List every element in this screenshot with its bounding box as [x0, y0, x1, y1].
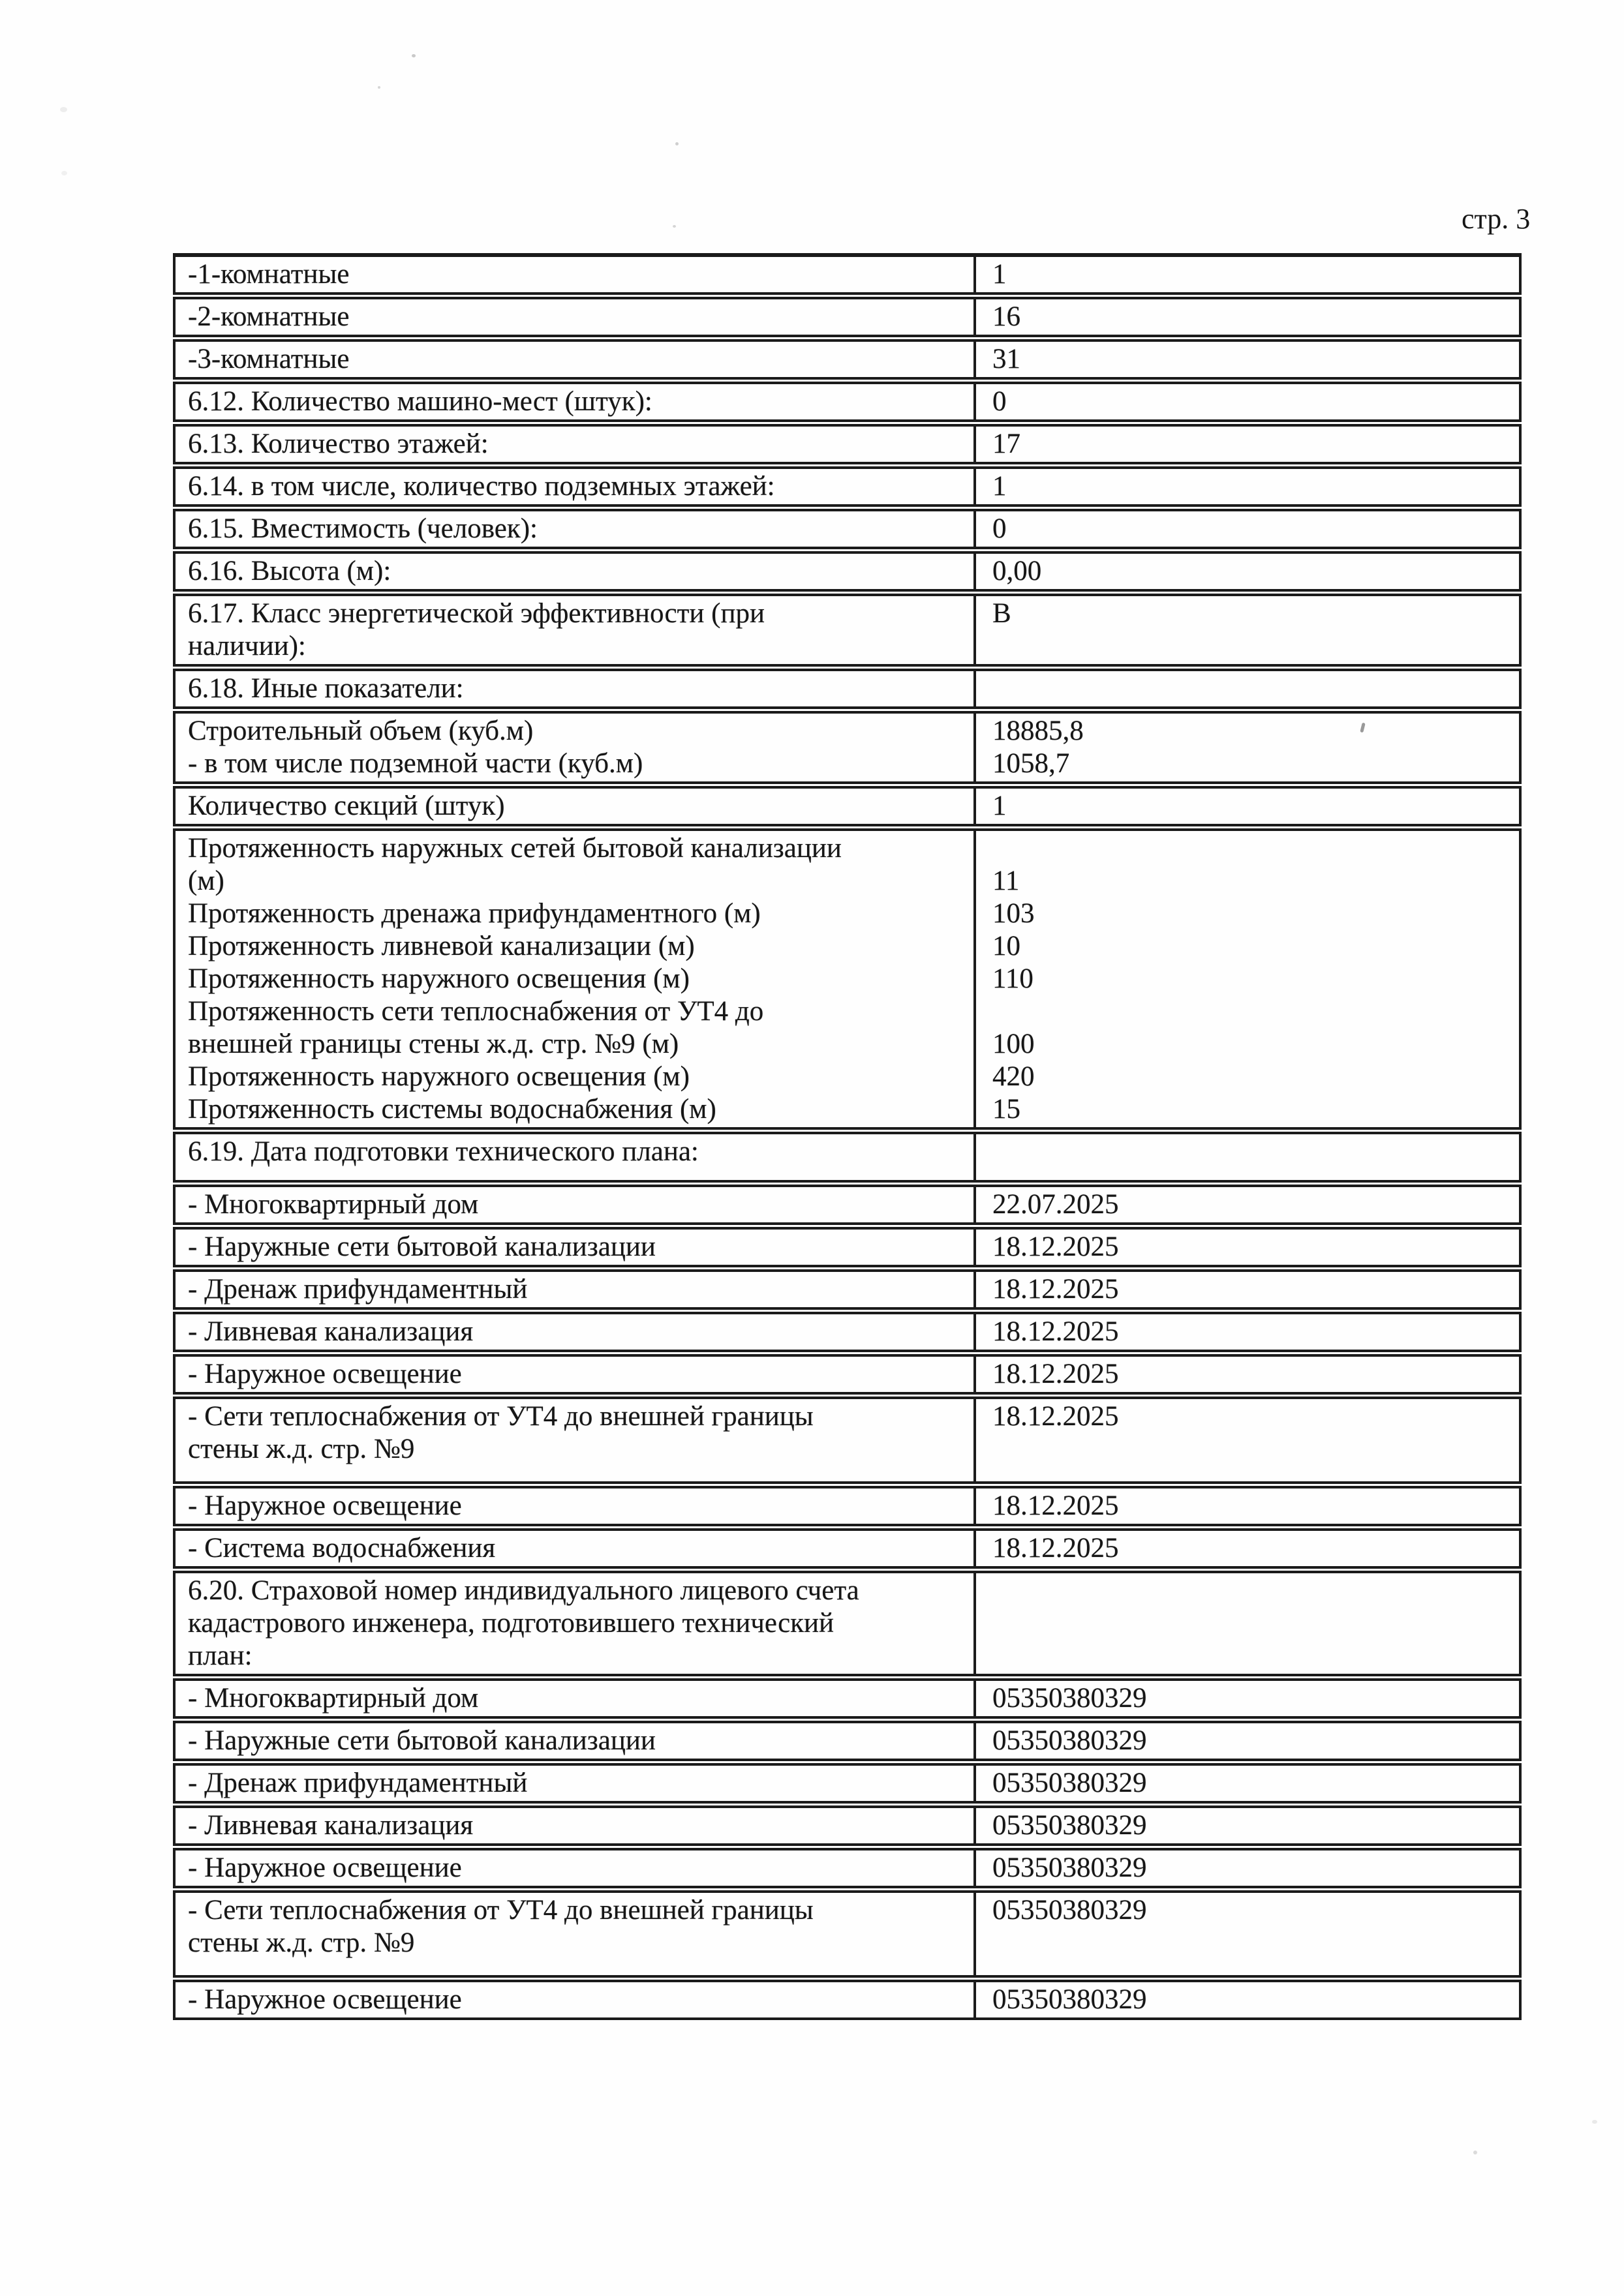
label-line: -1-комнатные	[188, 259, 350, 290]
label-line: - Наружные сети бытовой канализации	[188, 1231, 656, 1262]
row-value-cell	[976, 1766, 1519, 1801]
value-line: 18.12.2025	[992, 1490, 1119, 1521]
label-line: - Наружное освещение	[188, 1852, 462, 1883]
value-line	[992, 1575, 1509, 1607]
row-label-cell	[176, 1314, 976, 1350]
row-value-cell	[976, 596, 1519, 664]
row-value-cell	[976, 1982, 1519, 2017]
label-line: 6.13. Количество этажей:	[188, 429, 489, 459]
value-line: 05350380329	[992, 1768, 1147, 1798]
row-label-cell	[176, 1573, 976, 1674]
row-value-cell	[976, 1272, 1519, 1307]
value-line: 22.07.2025	[992, 1189, 1119, 1220]
value-line: 1058,7	[992, 748, 1070, 779]
table-row	[173, 424, 1522, 464]
table-row	[173, 1185, 1522, 1225]
value-line: 05350380329	[992, 1984, 1147, 2015]
scan-speck	[673, 225, 676, 228]
table-row	[173, 711, 1522, 784]
value-line: 18885,8	[992, 716, 1084, 746]
table-row	[173, 466, 1522, 507]
label-line: 6.16. Высота (м):	[188, 556, 391, 586]
value-line: 05350380329	[992, 1810, 1147, 1841]
row-label-cell	[176, 1681, 976, 1716]
label-line: Протяженность системы водоснабжения (м)	[188, 1094, 716, 1125]
row-label-cell	[176, 1272, 976, 1307]
scan-speck	[1592, 2120, 1597, 2124]
value-line: 18.12.2025	[992, 1231, 1119, 1262]
value-line: 18.12.2025	[992, 1316, 1119, 1347]
label-line: Протяженность сети теплоснабжения от УТ4 до	[188, 996, 764, 1027]
row-label-cell	[176, 671, 976, 706]
label-line: -2-комнатные	[188, 301, 350, 332]
row-value-cell	[976, 427, 1519, 462]
table-row	[173, 1721, 1522, 1761]
row-value-cell	[976, 1681, 1519, 1716]
value-line: 1	[992, 791, 1007, 821]
table-row	[173, 786, 1522, 826]
row-label-cell	[176, 257, 976, 292]
label-line: 6.20. Страховой номер индивидуального лицевого счета	[188, 1575, 859, 1606]
value-line: 18.12.2025	[992, 1359, 1119, 1389]
label-line: - Наружное освещение	[188, 1359, 462, 1389]
scan-speck	[61, 171, 67, 175]
label-line: - Ливневая канализация	[188, 1316, 474, 1347]
table-row	[173, 551, 1522, 592]
value-line: 05350380329	[992, 1725, 1147, 1756]
row-label-cell	[176, 1982, 976, 2017]
label-line: Протяженность наружного освещения (м)	[188, 963, 690, 994]
label-line: 6.12. Количество машино-мест (штук):	[188, 386, 652, 417]
label-line: - Ливневая канализация	[188, 1810, 474, 1841]
row-label-cell	[176, 342, 976, 377]
row-label-cell	[176, 596, 976, 664]
row-value-cell	[976, 1357, 1519, 1392]
label-line: - Наружное освещение	[188, 1490, 462, 1521]
label-line: - Система водоснабжения	[188, 1533, 496, 1563]
label-line: - Сети теплоснабжения от УТ4 до внешней границы	[188, 1895, 814, 1926]
value-line: 15	[992, 1094, 1020, 1125]
value-line: 05350380329	[992, 1852, 1147, 1883]
row-label-cell	[176, 714, 976, 781]
table-row	[173, 509, 1522, 549]
label-line: - Многоквартирный дом	[188, 1189, 479, 1220]
value-line: 31	[992, 344, 1020, 374]
row-value-cell	[976, 384, 1519, 419]
value-line: 16	[992, 301, 1020, 332]
scan-speck	[675, 142, 679, 145]
label-line: 6.14. в том числе, количество подземных этажей:	[188, 471, 775, 502]
row-value-cell	[976, 554, 1519, 589]
row-label-cell	[176, 299, 976, 335]
label-line: стены ж.д. стр. №9	[188, 1927, 415, 1958]
row-label-cell	[176, 384, 976, 419]
table-row	[173, 828, 1522, 1130]
label-line: - Сети теплоснабжения от УТ4 до внешней границы	[188, 1401, 814, 1432]
value-line	[992, 672, 1509, 705]
scan-speck	[378, 86, 380, 89]
label-line: наличии):	[188, 631, 306, 661]
table-row	[173, 1571, 1522, 1676]
row-value-cell	[976, 1850, 1519, 1886]
row-value-cell	[976, 831, 1519, 1127]
row-value-cell	[976, 1134, 1519, 1180]
row-value-cell	[976, 299, 1519, 335]
row-value-cell	[976, 257, 1519, 292]
table-row	[173, 297, 1522, 337]
row-value-cell	[976, 1230, 1519, 1265]
scan-speck	[412, 54, 416, 57]
value-line: 18.12.2025	[992, 1274, 1119, 1305]
label-line: Протяженность наружных сетей бытовой канализации	[188, 833, 842, 864]
label-line: Строительный объем (куб.м)	[188, 716, 534, 746]
value-line: 1	[992, 471, 1007, 502]
row-label-cell	[176, 831, 976, 1127]
label-line: Количество секций (штук)	[188, 791, 505, 821]
table-row	[173, 1678, 1522, 1719]
row-value-cell	[976, 1314, 1519, 1350]
value-line: 103	[992, 898, 1035, 929]
value-line: 10	[992, 931, 1020, 961]
row-label-cell	[176, 1766, 976, 1801]
table-row	[173, 594, 1522, 667]
label-line: 6.19. Дата подготовки технического плана:	[188, 1136, 699, 1167]
label-line: - Наружные сети бытовой канализации	[188, 1725, 656, 1756]
table-row	[173, 339, 1522, 380]
row-label-cell	[176, 1488, 976, 1524]
label-line: стены ж.д. стр. №9	[188, 1434, 415, 1464]
label-line: план:	[188, 1640, 253, 1671]
value-line: 1	[992, 259, 1007, 290]
value-line: 11	[992, 866, 1020, 896]
table-row	[173, 1486, 1522, 1526]
value-line: 17	[992, 429, 1020, 459]
value-line: 0	[992, 513, 1007, 544]
label-line: - Наружное освещение	[188, 1984, 462, 2015]
technical-indicators-table	[173, 253, 1522, 2022]
value-line: 18.12.2025	[992, 1533, 1119, 1563]
row-label-cell	[176, 1357, 976, 1392]
row-label-cell	[176, 554, 976, 589]
label-line: внешней границы стены ж.д. стр. №9 (м)	[188, 1029, 679, 1059]
label-line: - Многоквартирный дом	[188, 1683, 479, 1714]
scan-speck	[60, 107, 67, 112]
row-label-cell	[176, 511, 976, 547]
label-line: - Дренаж прифундаментный	[188, 1274, 528, 1305]
table-row	[173, 1805, 1522, 1846]
page-number-label: стр. 3	[1462, 203, 1531, 235]
value-line: 0	[992, 386, 1007, 417]
row-label-cell	[176, 427, 976, 462]
row-value-cell	[976, 671, 1519, 706]
table-row	[173, 382, 1522, 422]
table-row	[173, 1397, 1522, 1484]
value-line	[992, 1136, 1509, 1168]
table-row	[173, 1354, 1522, 1395]
label-line: Протяженность дренажа прифундаментного (м)	[188, 898, 761, 929]
row-value-cell	[976, 1187, 1519, 1222]
label-line: -3-комнатные	[188, 344, 350, 374]
row-label-cell	[176, 1230, 976, 1265]
value-line	[992, 995, 1509, 1028]
value-line: 05350380329	[992, 1683, 1147, 1714]
label-line: (м)	[188, 866, 224, 896]
row-value-cell	[976, 469, 1519, 504]
table-row	[173, 1890, 1522, 1978]
row-value-cell	[976, 342, 1519, 377]
table-row	[173, 1763, 1522, 1804]
row-label-cell	[176, 1808, 976, 1843]
row-label-cell	[176, 1531, 976, 1566]
value-line: 100	[992, 1029, 1035, 1059]
row-label-cell	[176, 1187, 976, 1222]
row-value-cell	[976, 1531, 1519, 1566]
scan-speck	[1473, 2151, 1477, 2154]
label-line: - в том числе подземной части (куб.м)	[188, 748, 643, 779]
row-label-cell	[176, 469, 976, 504]
table-row	[173, 669, 1522, 709]
row-value-cell	[976, 1808, 1519, 1843]
value-line: 0,00	[992, 556, 1042, 586]
label-line: кадастрового инженера, подготовившего технический	[188, 1608, 835, 1639]
table-row	[173, 1980, 1522, 2020]
row-value-cell	[976, 1399, 1519, 1481]
value-line	[992, 832, 1509, 865]
row-label-cell	[176, 1850, 976, 1886]
value-line: 420	[992, 1061, 1035, 1092]
row-value-cell	[976, 511, 1519, 547]
table-row	[173, 1528, 1522, 1569]
label-line: 6.17. Класс энергетической эффективности (при	[188, 598, 765, 629]
row-value-cell	[976, 714, 1519, 781]
row-label-cell	[176, 1134, 976, 1180]
value-line: В	[992, 598, 1011, 629]
label-line: 6.18. Иные показатели:	[188, 673, 464, 704]
row-value-cell	[976, 1573, 1519, 1674]
row-label-cell	[176, 1723, 976, 1759]
table-row	[173, 1227, 1522, 1267]
row-label-cell	[176, 789, 976, 824]
table-row	[173, 1269, 1522, 1310]
row-value-cell	[976, 1488, 1519, 1524]
row-value-cell	[976, 789, 1519, 824]
label-line: Протяженность наружного освещения (м)	[188, 1061, 690, 1092]
value-line: 05350380329	[992, 1895, 1147, 1926]
row-value-cell	[976, 1723, 1519, 1759]
row-value-cell	[976, 1893, 1519, 1975]
table-row	[173, 1848, 1522, 1888]
table-row	[173, 1132, 1522, 1183]
row-label-cell	[176, 1893, 976, 1975]
table-row	[173, 1312, 1522, 1352]
label-line: 6.15. Вместимость (человек):	[188, 513, 538, 544]
row-label-cell	[176, 1399, 976, 1481]
value-line: 18.12.2025	[992, 1401, 1119, 1432]
table-row	[173, 253, 1522, 295]
label-line: - Дренаж прифундаментный	[188, 1768, 528, 1798]
value-line: 110	[992, 963, 1034, 994]
label-line: Протяженность ливневой канализации (м)	[188, 931, 695, 961]
